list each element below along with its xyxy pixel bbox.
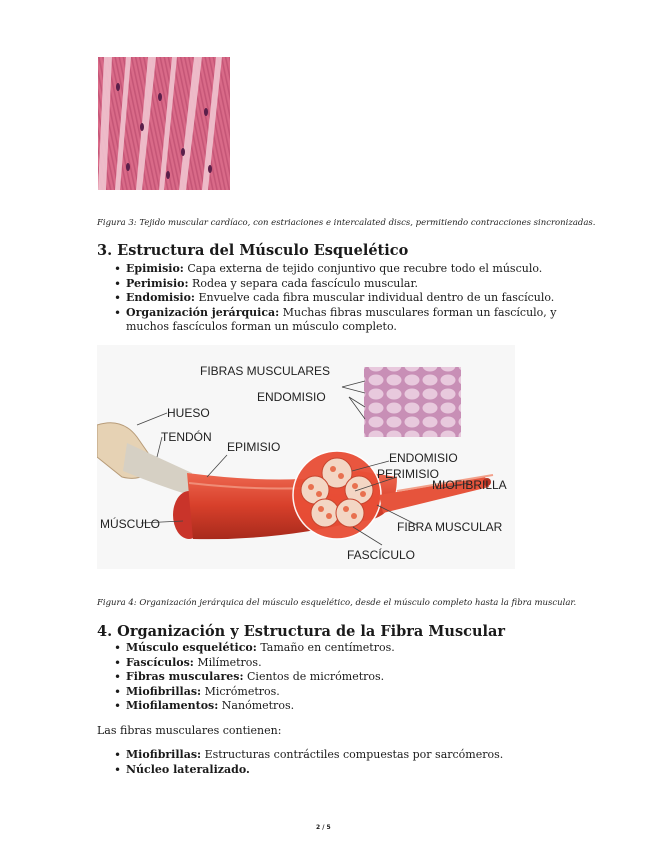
list-item (112, 670, 562, 685)
list-item (112, 699, 562, 714)
label-endomisio: ENDOMISIO (389, 451, 458, 465)
section-4-title: 4. Organización y Estructura de la Fibra Muscular (97, 623, 506, 640)
label-musculo: MÚSCULO (100, 517, 161, 531)
list-item-term: Fibras musculares: (126, 670, 244, 683)
figure-4-diagram (97, 345, 515, 569)
list-item (112, 277, 562, 292)
list-item-term: Fascículos: (126, 655, 194, 669)
list-item-text: Estructuras contráctiles compuestas por sarcómeros. (201, 748, 504, 761)
figure-3-image (98, 57, 230, 190)
label-fibras-musculares: FIBRAS MUSCULARES (200, 364, 331, 378)
list-item-text: Milímetros. (193, 655, 262, 669)
list-item (112, 291, 562, 306)
figure-3-caption: Figura 3: Tejido muscular cardíaco, con estriaciones e intercalated discs, permitiendo contracciones sincronizadas. (97, 218, 596, 228)
section-3-title: 3. Estructura del Músculo Esquelético (97, 242, 409, 259)
list-item-term: Miofibrillas: (126, 748, 202, 761)
label-tendon: TENDÓN (161, 430, 212, 444)
list-item (112, 748, 562, 763)
list-item-term: Organización jerárquica: (126, 305, 280, 319)
list-item (112, 262, 562, 277)
list-item-term: Endomisio: (126, 291, 195, 304)
label-epimisio: EPIMISIO (227, 440, 281, 454)
fibers-intro-paragraph: Las fibras musculares contienen: (97, 724, 282, 737)
fibers-contents-list (112, 748, 562, 777)
list-item-text: Micrómetros. (201, 684, 280, 698)
page-number: 2 / 5 (316, 824, 331, 831)
list-item-term: Miofilamentos: (126, 699, 219, 712)
list-item (112, 641, 562, 656)
list-item-text: Capa externa de tejido conjuntivo que recubre todo el músculo. (183, 262, 543, 275)
section-4-list (112, 641, 562, 714)
list-item-text: Cientos de micrómetros. (243, 670, 385, 683)
list-item-text: Rodea y separa cada fascículo muscular. (188, 276, 419, 290)
list-item (112, 685, 562, 700)
list-item (112, 763, 562, 778)
label-miofibrilla: MIOFIBRILLA (432, 478, 507, 492)
list-item-term: Miofibrillas: (126, 684, 202, 698)
label-fasciculo: FASCÍCULO (347, 548, 416, 562)
list-item (112, 656, 562, 671)
list-item-term: Músculo esquelético: (126, 641, 257, 654)
list-item-text: Tamaño en centímetros. (256, 641, 395, 654)
figure-4-caption: Figura 4: Organización jerárquica del músculo esquelético, desde el músculo completo hasta la fibra muscular. (97, 598, 577, 608)
section-3-list (112, 262, 562, 335)
label-perimisio: PERIMISIO (377, 467, 440, 481)
list-item-text: Nanómetros. (218, 699, 295, 712)
label-hueso: HUESO (167, 406, 210, 420)
list-item (112, 306, 562, 335)
list-item-term: Núcleo lateralizado. (126, 762, 250, 776)
list-item-text: Envuelve cada fibra muscular individual dentro de un fascículo. (195, 291, 555, 304)
label-endomisio-top: ENDOMISIO (257, 390, 326, 404)
label-fibra-muscular: FIBRA MUSCULAR (397, 520, 503, 534)
list-item-term: Epimisio: (126, 262, 184, 275)
list-item-text: Muchas fibras musculares forman un fascículo, y muchos fascículos forman un músculo completo. (126, 305, 557, 333)
list-item-term: Perimisio: (126, 276, 189, 290)
